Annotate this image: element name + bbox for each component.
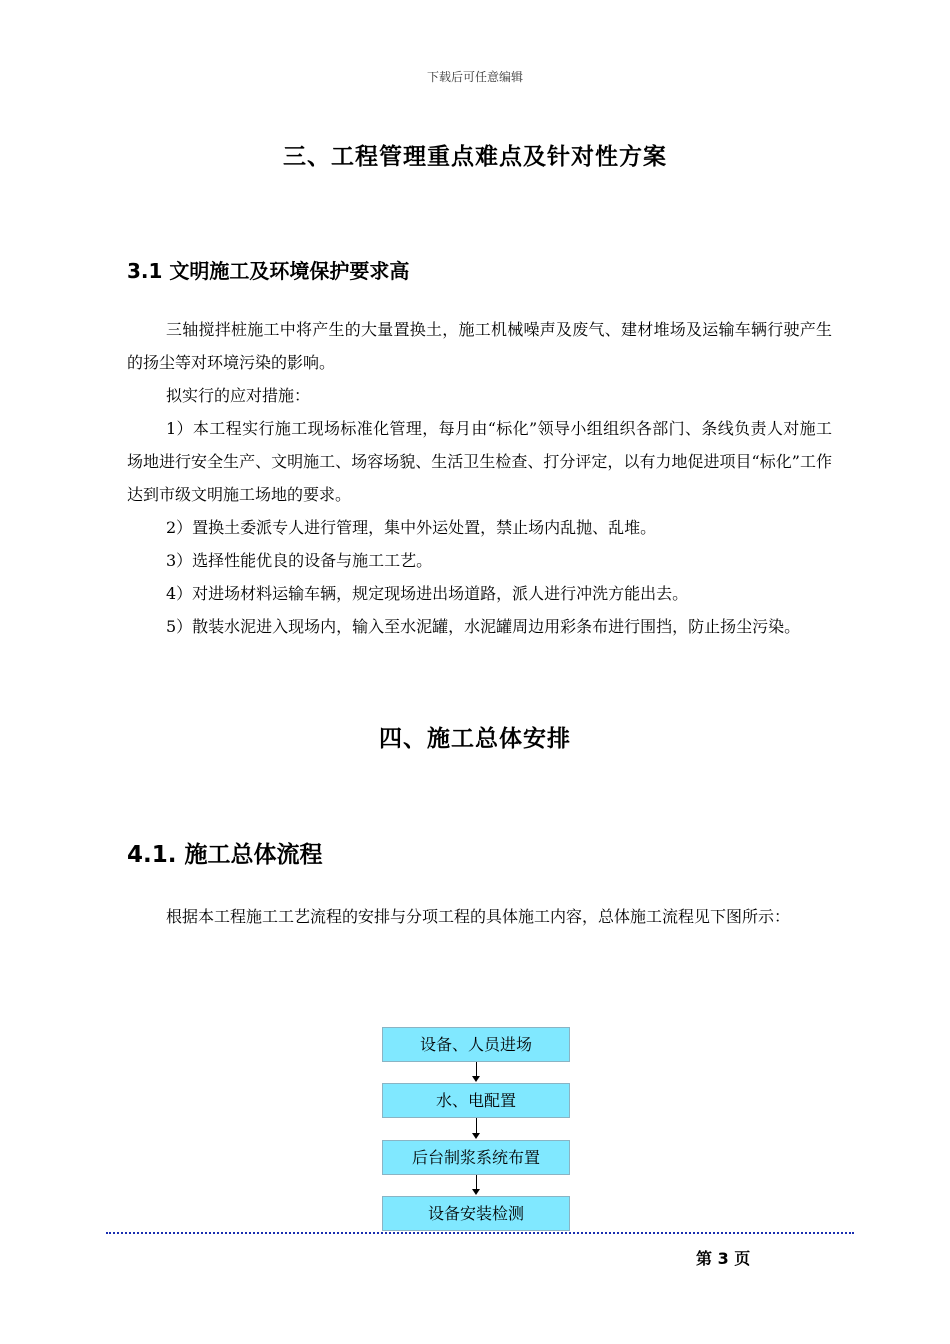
paragraph: 根据本工程施工工艺流程的安排与分项工程的具体施工内容，总体施工流程见下图所示： [166, 907, 791, 926]
paragraph: 4）对进场材料运输车辆，规定现场进出场道路，派人进行冲洗方能出去。 [166, 584, 689, 603]
flow-step-1: 设备、人员进场 [382, 1027, 570, 1062]
arrow-down-icon [472, 1133, 480, 1139]
page-number: 第 3 页 [696, 1249, 751, 1268]
flow-connector [476, 1062, 477, 1076]
paragraph: 5）散装水泥进入现场内，输入至水泥罐，水泥罐周边用彩条布进行围挡，防止扬尘污染。 [166, 617, 801, 636]
flow-connector [476, 1118, 477, 1133]
paragraph: 三轴搅拌桩施工中将产生的大量置换土，施工机械噪声及废气、建材堆场及运输车辆行驶产生的扬尘等对环境污染的影响。 [127, 320, 832, 372]
section-3-title: 三、工程管理重点难点及针对性方案 [283, 144, 667, 170]
section-3-1-heading: 3.1 文明施工及环境保护要求高 [127, 259, 410, 283]
arrow-down-icon [472, 1189, 480, 1195]
footer-divider [106, 1232, 854, 1234]
section-4-1-heading: 4.1. 施工总体流程 [127, 842, 323, 868]
flow-step-2: 水、电配置 [382, 1083, 570, 1118]
paragraph: 拟实行的应对措施： [166, 386, 311, 405]
flow-step-3: 后台制浆系统布置 [382, 1140, 570, 1175]
paragraph: 1）本工程实行施工现场标准化管理，每月由“标化”领导小组组织各部门、条线负责人对施工场地进行安全生产、文明施工、场容场貌、生活卫生检查、打分评定，以有力地促进项目“标化”工作达到市级文明施工场地的要求。 [127, 419, 832, 504]
flow-step-4: 设备安装检测 [382, 1196, 570, 1231]
arrow-down-icon [472, 1076, 480, 1082]
flow-connector [476, 1175, 477, 1189]
section-4-title: 四、施工总体安排 [379, 726, 571, 752]
paragraph: 3）选择性能优良的设备与施工工艺。 [166, 551, 433, 570]
header-note: 下载后可任意编辑 [426, 70, 523, 84]
paragraph: 2）置换土委派专人进行管理，集中外运处置，禁止场内乱抛、乱堆。 [166, 518, 657, 537]
